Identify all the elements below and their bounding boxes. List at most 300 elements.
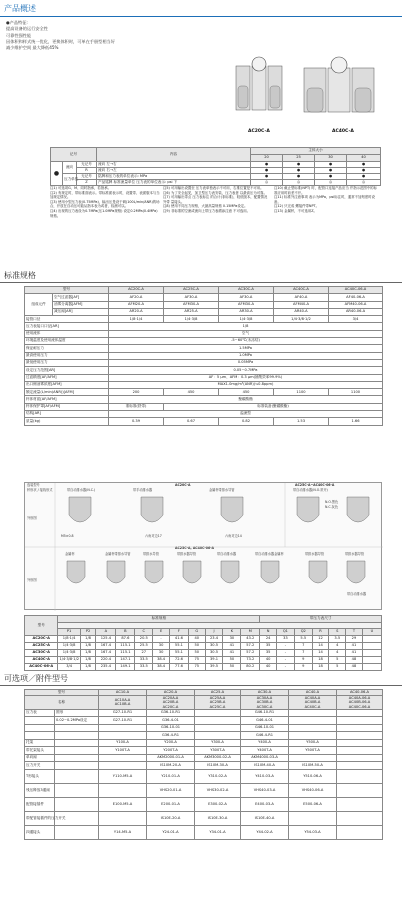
note: 注2) 有规定时，带标准面表示。带标准面表示时，设置带、表面版本与当加规定情况。	[50, 190, 160, 200]
dim-col: J	[205, 629, 223, 636]
bowl-col-label: 带自动排水器(N.C.)	[67, 488, 96, 492]
dim-row	[25, 664, 382, 671]
dim-cell: 73.2	[241, 657, 260, 664]
opt-cell: G46-10-R1	[241, 709, 289, 717]
dim-cell: 40	[260, 657, 277, 664]
spec-cell: AFM40-A	[274, 301, 329, 308]
code-content-header: 内容	[97, 148, 251, 162]
spec-cell: 450	[164, 389, 219, 396]
opt-row	[25, 811, 383, 825]
bowl-note: N.O.黑色	[325, 500, 339, 504]
opt-row-name: 压力表	[25, 709, 55, 717]
opt-row-name	[25, 717, 55, 725]
spec-cell: 1100	[329, 389, 383, 396]
opt-cell: Y400-A	[241, 739, 289, 747]
spec-model: AC25C-A	[164, 287, 219, 294]
spec-title: 标准规格	[4, 271, 36, 280]
opt-row	[25, 783, 383, 797]
dim-col: P2	[80, 629, 96, 636]
spec-cell: 1.5MPa	[109, 345, 383, 352]
dim-cell: 9	[294, 664, 312, 671]
product-image-ac40c	[300, 56, 384, 128]
dim-cell: 30	[153, 650, 170, 657]
opt-cell	[99, 732, 147, 740]
dim-cell: 25.5	[135, 643, 153, 650]
opt-group: AC40-06-A	[337, 690, 383, 696]
dim-cell: 57.2	[241, 650, 260, 657]
spec-row-label: 过滤精度[AF/AFM]	[25, 374, 109, 381]
spec-row-label: 环境温度及使用流体温度	[25, 338, 109, 345]
code-key: R	[77, 168, 97, 174]
bowl-drawings	[25, 483, 383, 611]
dim-cell: 87.6	[116, 636, 135, 643]
opt-cell: E400-03-A	[241, 797, 289, 811]
dim-cell	[362, 650, 381, 657]
dim-cell: 125.4	[96, 636, 116, 643]
bowl-col-label: 带自动排水器金属杯	[255, 552, 284, 556]
opt-sub: AC10A-A	[114, 698, 131, 703]
dim-cell: 1/8	[80, 650, 96, 657]
dim-cell: 29	[346, 636, 363, 643]
dim-cell: 115.1	[116, 643, 135, 650]
spec-cell: AR40-06-A	[329, 308, 383, 315]
opt-cell	[289, 709, 337, 717]
bowl-head-b: AC25C-A~AC40C-06-A	[295, 483, 335, 487]
opt-cell: Y200-A	[147, 739, 195, 747]
spec-cell: 标准装备(聚碳酸酯)	[164, 403, 383, 410]
opt-row-sub: 圆形	[55, 709, 99, 717]
spec-cell: AF30-A	[219, 294, 274, 301]
spec-row-label: 结构[AR]	[25, 411, 109, 418]
opt-row	[25, 825, 383, 839]
dim-cell: 4	[329, 643, 346, 650]
note: 注9) 非标准的空流或流向上带压力表增添注意 不可选用。	[163, 208, 251, 213]
dim-cell: 149.1	[116, 664, 135, 671]
spec-model: AC30C-A	[219, 287, 274, 294]
code-flow-label: 流向	[63, 162, 77, 174]
opt-cell: Y44-02-A	[241, 825, 289, 839]
opt-row-name: 带配管接插件的压力开关	[25, 811, 55, 825]
spec-cell: AFM30-A	[219, 301, 274, 308]
opt-cell: Y200T-A	[147, 747, 195, 755]
size-col: 20	[251, 155, 283, 162]
spec-cell: 1.53	[274, 418, 329, 425]
dim-row	[25, 643, 382, 650]
opt-cell	[337, 811, 383, 825]
opt-cell: Y100T-A	[99, 747, 147, 755]
opt-cell: Y500T-A	[289, 747, 337, 755]
dim-cell: 1/8·1/4	[58, 636, 80, 643]
opt-cell: G46-10-01	[241, 724, 289, 732]
bowl-ext-label: 外形图	[27, 578, 37, 582]
bowl-col-label: 带手动排水器	[133, 488, 153, 492]
spec-row-label: 设定压力范围[AR]	[25, 367, 109, 374]
dim-cell: 75	[188, 657, 205, 664]
opt-sub: AC20B-A	[162, 700, 179, 705]
spec-cell: -5~60℃(未冻结)	[109, 338, 383, 345]
opt-sub: AC20A-A	[162, 696, 179, 700]
spec-row-label: 压力表接口口径[AR]	[25, 323, 109, 330]
dim-header-row	[25, 629, 382, 636]
dim-cell: 35	[260, 643, 277, 650]
spec-cell: 1.0MPa	[109, 352, 383, 359]
opt-cell	[337, 724, 383, 732]
note: 注3) 使用小型压力表(0.75MPa)，输出压是设于调(100L/min/ANR)的场合，开放在自动压可能从指本表为或者，检测可以。	[50, 199, 160, 209]
dim-col: Q1	[276, 629, 294, 636]
opt-cell: Y300-A	[195, 739, 241, 747]
opt-row	[25, 739, 383, 747]
opt-row-sub	[55, 732, 99, 740]
opt-cell	[195, 732, 241, 740]
spec-divider	[0, 282, 402, 283]
dim-cell: 50	[188, 643, 205, 650]
dim-cell: 20.5	[135, 636, 153, 643]
bowl-col-label: 带排水器导管	[305, 552, 325, 556]
dim-row	[25, 657, 382, 664]
opt-row-sub	[55, 783, 99, 797]
dim-row-model: AC30C-A	[25, 650, 58, 657]
spec-cell: MAX1.0mg/m³(ANR)(≒0.8ppm)	[109, 381, 383, 388]
dim-cell: 41	[223, 650, 241, 657]
dim-cell	[362, 664, 381, 671]
spec-cell: AF40-A	[274, 294, 329, 301]
spec-group-label: 组成元件	[25, 294, 53, 316]
size-col: 40	[347, 155, 381, 162]
opt-row	[25, 717, 383, 725]
opt-cell	[195, 717, 241, 725]
dim-col: N	[260, 629, 277, 636]
opt-row-name: 带托架接头	[25, 747, 55, 755]
dim-row-model: AC40C-06-A	[25, 664, 58, 671]
bowl-note: 六角对边17	[145, 534, 162, 538]
opt-cell: E200-01-A	[147, 797, 195, 811]
size-col: 25	[283, 155, 315, 162]
bowl-head-a: AC20C-A	[175, 483, 191, 487]
opt-sub: AC40C-06-A	[348, 704, 371, 709]
dim-cell: 1/4·3/8	[58, 650, 80, 657]
opt-cell: Y34-01-A	[195, 825, 241, 839]
spec-component: 减压阀[AR]	[53, 308, 109, 315]
spec-cell: AF40-06-A	[329, 294, 383, 301]
opt-sub: AC25A-A	[209, 696, 226, 700]
dim-cell: -	[276, 643, 294, 650]
opt-sub: AC30B-A	[256, 700, 273, 705]
product-label-right: AC40C-A	[332, 129, 354, 134]
dim-cell: 80.2	[241, 664, 260, 671]
spec-cell: 1/4·3/8	[164, 316, 219, 323]
spec-row-label: 杯体材质[AF/AFM]	[25, 396, 109, 403]
opt-sub: AC40C-A	[304, 704, 321, 709]
opt-cell	[289, 717, 337, 725]
opt-sub: AC40A-06-A	[348, 696, 371, 700]
page-title: 产品概述	[4, 4, 36, 13]
dim-col: E	[153, 629, 170, 636]
dim-cell: 72.6	[169, 657, 188, 664]
feature-line: 减少维护空间 最大降低45%	[6, 45, 59, 51]
note: 注7) 可用输出带点 压力表标注 的合计(非标准)，较低版本，配置情况 外带 量接头。	[163, 195, 268, 204]
opt-cell: G46-4-R1	[241, 732, 289, 740]
dim-row-model: AC20C-A	[25, 636, 58, 643]
spec-model: AC40C-A	[274, 287, 329, 294]
dim-cell: 41	[223, 643, 241, 650]
code-key: 无记号	[77, 162, 97, 168]
opt-cell	[289, 811, 337, 825]
spec-cell: 1/8·1/4	[109, 316, 164, 323]
bowl-opt-label: 选装型号	[27, 483, 40, 487]
code-table: 记号 内容 主体大小 20 25 30 40 ● 流向 无记号 流向 左→右 ● ● ● ● R 流向 右→左 ● ● ● ● 压力单位 无记号 铭牌和压力表的单位表示: MPa ● ● ● ● Z 产品铭牌 标准流量单位 压力表的单位表示: psi 下 ◎ ◎ ◎ ◎	[50, 147, 381, 186]
opt-cell: G36-4-R1	[147, 732, 195, 740]
spec-cell: AR30-A	[219, 308, 274, 315]
note: 注1) 可选项G、M、同时指承，若指承。	[50, 186, 111, 190]
dim-model-label: 型号	[25, 616, 58, 636]
opt-cell: G36-10-01	[147, 724, 195, 732]
features-head: ●产品特征:	[6, 20, 28, 25]
opt-sub: AC40B-A	[304, 700, 321, 705]
dim-cell: 4	[329, 650, 346, 657]
opt-row-sub	[55, 739, 99, 747]
dim-cell: 3.5	[329, 636, 346, 643]
opt-cell: VHS30-02-A	[195, 783, 241, 797]
dim-cell: 14	[312, 643, 329, 650]
code-value: 铭牌和压力表的单位表示: MPa	[97, 174, 251, 180]
spec-cell: AF：5 μm、AFM：0.3 μm(捕集效率99.9%)	[109, 374, 383, 381]
opt-cell	[337, 825, 383, 839]
dim-cell: -	[276, 664, 294, 671]
opt-cell	[289, 754, 337, 762]
dim-cell: 1/8	[80, 657, 96, 664]
dim-col: M	[241, 629, 260, 636]
opt-cell	[99, 811, 147, 825]
code-notes-left	[50, 186, 160, 218]
opt-row-name: 四通接头	[25, 825, 55, 839]
spec-table	[24, 286, 383, 426]
spec-cell: 1/4·3/8	[219, 316, 274, 323]
opt-sub: AC20C-A	[162, 704, 179, 709]
bowl-ext-label: 外形图	[27, 516, 37, 520]
opt-cell: Y400T-A	[241, 747, 289, 755]
opt-cell: Y410-03-A	[241, 769, 289, 783]
opt-row	[25, 754, 383, 762]
spec-row-label: 使用流体	[25, 330, 109, 337]
opt-cell	[337, 732, 383, 740]
dim-cell: 235.4	[96, 664, 116, 671]
opt-row	[25, 747, 383, 755]
opt-cell: AKM2000-01-A	[147, 754, 195, 762]
dim-cell: -	[276, 657, 294, 664]
note: 注12) 只完成 螺接件带NPT。	[274, 204, 319, 209]
spec-cell: 准标准(铁带)	[109, 403, 164, 410]
opt-cell	[99, 783, 147, 797]
spec-row-label: 最低使用压力	[25, 359, 109, 366]
spec-cell: AR40-A	[274, 308, 329, 315]
dim-cell: -	[276, 650, 294, 657]
dim-col: K	[223, 629, 241, 636]
opt-sub: AC30C-A	[256, 704, 273, 709]
opt-cell	[337, 769, 383, 783]
dim-cell: 75	[188, 664, 205, 671]
code-value: 流向 左→右	[97, 162, 251, 168]
opt-group: AC40-A	[289, 690, 337, 696]
dim-cell: 115.1	[116, 650, 135, 657]
bowl-col-label: 带自动排水器	[217, 552, 237, 556]
dim-cell: 30.5	[205, 643, 223, 650]
dim-cell: 9	[294, 657, 312, 664]
opt-cell	[337, 717, 383, 725]
bowl-shape-label: 杯形状 / 接线形式	[27, 488, 53, 492]
dim-cell: 5	[329, 664, 346, 671]
opt-row-sub	[55, 747, 99, 755]
dim-cell: 167.4	[96, 643, 116, 650]
opt-cell	[289, 724, 337, 732]
opt-cell: Y110-M5-A	[99, 769, 147, 783]
dim-cell: 33.5	[135, 657, 153, 664]
opt-cell: G27-10-R1	[99, 709, 147, 717]
opt-cell: IS10E-20-A	[147, 811, 195, 825]
dim-gauge-label: 带压力表尺寸	[260, 616, 382, 623]
bowl-col-label: 金属杯	[65, 552, 75, 556]
opt-cell: IS10M-30-A	[195, 762, 241, 770]
code-key: Z	[77, 180, 97, 186]
dim-cell: 24	[260, 636, 277, 643]
spec-cell: 450	[219, 389, 274, 396]
opt-cell: Y510-06-A	[289, 769, 337, 783]
opt-row-name: 配管接插件	[25, 797, 55, 811]
spec-cell: 1.66	[329, 418, 383, 425]
spec-cell: AR25-A	[164, 308, 219, 315]
opt-group: AC20-A	[147, 690, 195, 696]
spec-cell: 聚碳酸酯	[109, 396, 383, 403]
dim-col: U	[362, 629, 381, 636]
opt-row-sub	[55, 724, 99, 732]
opt-cell	[337, 797, 383, 811]
dim-cell: 39.5	[205, 664, 223, 671]
opt-cell: VHS20-01-A	[147, 783, 195, 797]
dim-cell: 27	[135, 650, 153, 657]
opt-cell: G27-10-R1	[99, 717, 147, 725]
opt-cell	[337, 747, 383, 755]
dim-cell: 41	[346, 650, 363, 657]
dim-cell: 7	[294, 643, 312, 650]
spec-cell: AFM30-A	[164, 301, 219, 308]
opt-sub: AC25B-A	[209, 700, 226, 705]
spec-cell: 200	[109, 389, 164, 396]
note: 注4) 出现的压力表设为0.7MPa(压1.0MPa规格) 设定0.2MPa(0.4MPa)规格。	[50, 208, 158, 218]
title-divider	[0, 16, 402, 17]
bowl-col-label: 带排水导管	[143, 552, 159, 556]
spec-cell: 空气	[109, 330, 383, 337]
dim-cell	[362, 657, 381, 664]
code-gauge-label: 压力单位	[63, 174, 77, 186]
dim-row-model: AC40C-A	[25, 657, 58, 664]
opt-cell: Y54-03-A	[289, 825, 337, 839]
opt-cell: E100-M5-A	[99, 797, 147, 811]
spec-row-label: 出口侧油雾浓度[AFM]	[25, 381, 109, 388]
opt-row-name: T形接头	[25, 769, 55, 783]
opt-cell: Y500-A	[289, 739, 337, 747]
bowl-note: 带自动排水器	[347, 592, 367, 596]
spec-cell: AF20-A	[109, 294, 164, 301]
dim-row	[25, 650, 382, 657]
opt-group: AC10-A	[99, 690, 147, 696]
opt-cell: E500-06-A	[289, 797, 337, 811]
dim-cell: 48	[346, 664, 363, 671]
opt-sub: AC10B-A	[114, 702, 131, 707]
bowl-col-label: 带自动排水器(N.O.常开)	[293, 488, 328, 492]
opt-cell	[195, 709, 241, 717]
opt-row-name: 压力开关	[25, 762, 55, 770]
code-size-header: 主体大小	[251, 148, 381, 155]
dim-col: S	[329, 629, 346, 636]
opt-cell: VHS40-03-A	[241, 783, 289, 797]
opt-row	[25, 732, 383, 740]
feature-line: 因体积和样式统一优化，更换体积时，可单在手册型相当好	[6, 38, 115, 44]
opt-cell: Y24-01-A	[147, 825, 195, 839]
dim-cell: 30	[223, 636, 241, 643]
dim-col: C	[135, 629, 153, 636]
dim-cell: 3/4	[58, 664, 80, 671]
opt-row-name: 托架	[25, 739, 55, 747]
spec-model: AC20C-A	[109, 287, 164, 294]
dim-col: A	[96, 629, 116, 636]
spec-cell: AFM40-06-A	[329, 301, 383, 308]
spec-row-label: 保证耐压力	[25, 345, 109, 352]
dim-cell: 18	[312, 664, 329, 671]
spec-component: 空气过滤器[AF]	[53, 294, 109, 301]
dim-cell: 1/8	[80, 664, 96, 671]
opt-row-sub	[55, 754, 99, 762]
spec-cell: 1/4·3/8·1/2	[274, 316, 329, 323]
dim-cell: 30.5	[205, 650, 223, 657]
dim-col: P1	[58, 629, 80, 636]
spec-model-label: 型号	[25, 287, 109, 294]
dim-col: G	[188, 629, 205, 636]
spec-cell: AFM20-A	[109, 301, 164, 308]
spec-cell: AF30-A	[164, 294, 219, 301]
dim-cell: 14	[312, 650, 329, 657]
opt-cell: AKM4000-03-A	[241, 754, 289, 762]
spec-cell: 0.39	[109, 418, 164, 425]
spec-row-label: 接管口径	[25, 316, 109, 323]
spec-cell: 1/8	[109, 323, 383, 330]
opt-row	[25, 762, 383, 770]
bowl-note: M5×0.8	[61, 534, 74, 538]
opt-cell: E300-02-A	[195, 797, 241, 811]
bowl-col-label: 金属杯带排水导管	[105, 552, 131, 556]
note: 注8) 使用不同压力规格，大最高量规格 0.15MPa设定。	[163, 204, 248, 209]
dim-cell: 40	[188, 636, 205, 643]
dim-cell: 33.5	[135, 664, 153, 671]
opt-row	[25, 769, 383, 783]
spec-cell: 0.67	[164, 418, 219, 425]
opt-cell	[337, 739, 383, 747]
bowl-col-label: 金属杯带排水导管	[209, 488, 235, 492]
opt-row-name: 残压释放3通阀	[25, 783, 55, 797]
dim-cell: 48	[346, 657, 363, 664]
features	[6, 20, 115, 51]
opt-cell: IS10M-20-A	[147, 762, 195, 770]
dim-row	[25, 636, 382, 643]
dim-row-model: AC25C-A	[25, 643, 58, 650]
dim-cell: 23.4	[205, 636, 223, 643]
dim-cell: 43.2	[241, 636, 260, 643]
opt-cell: G36-10-R1	[147, 709, 195, 717]
dim-cell: 50	[223, 657, 241, 664]
spec-row-label: 质量(kg)	[25, 418, 109, 425]
opt-row-sub	[55, 797, 99, 811]
dim-cell: 39.1	[205, 657, 223, 664]
spec-cell: 3/4	[329, 316, 383, 323]
dim-cell: 33	[276, 636, 294, 643]
